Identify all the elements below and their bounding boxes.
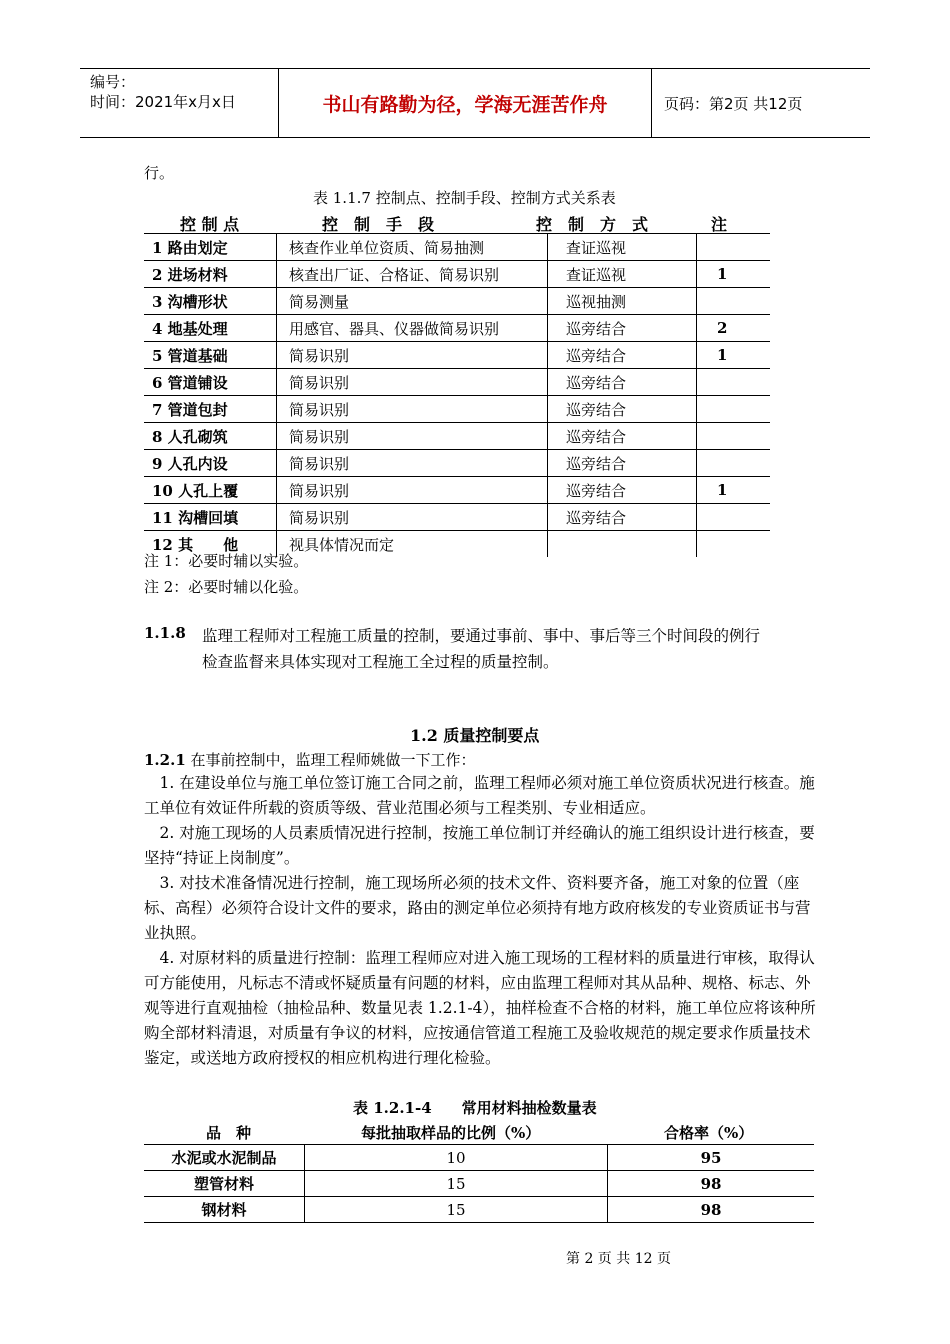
page-header [80,68,870,138]
paragraph-3: 3. 对技术准备情况进行控制，施工现场所必须的技术文件、资料要齐备，施工对象的位置（座标、高程）必须符合设计文件的要求，路由的测定单位必须持有地方政府核发的专业资质证书与营业执照。 [144,874,811,942]
table1-header-means: 控 制 手 段 [322,215,435,234]
control-means-cell: 简易识别 [277,342,548,369]
note-cell [697,288,771,315]
control-point-cell: 7 管道包封 [144,396,277,423]
control-means-cell: 核查出厂证、合格证、简易识别 [277,261,548,288]
note-cell [697,423,771,450]
note-cell [697,234,771,261]
sample-ratio-cell: 10 [305,1145,608,1171]
control-means-cell: 简易识别 [277,504,548,531]
control-method-cell: 查证巡视 [548,234,697,261]
control-point-cell: 1 路由划定 [144,234,277,261]
note-cell [697,504,771,531]
note-2: 注 2：必要时辅以化验。 [144,578,309,596]
control-point-cell: 3 沟槽形状 [144,288,277,315]
control-method-cell: 巡旁结合 [548,450,697,477]
section-title-1-2: 1.2 质量控制要点 [410,726,540,745]
control-point-cell: 9 人孔内设 [144,450,277,477]
table-row [144,423,770,450]
note-cell: 2 [697,315,771,342]
table-row [144,261,770,288]
control-method-cell: 巡旁结合 [548,396,697,423]
table-row [144,504,770,531]
intro-line: 行。 [144,164,175,182]
control-method-cell: 巡旁结合 [548,369,697,396]
note-cell: 1 [697,477,771,504]
table2-header-ratio: 每批抽取样品的比例（%） [361,1124,541,1142]
section-number-1-2-1: 1.2.1 [144,751,186,769]
control-point-cell: 10 人孔上覆 [144,477,277,504]
control-means-cell: 用感官、器具、仪器做简易识别 [277,315,548,342]
table-row [144,396,770,423]
table1-header-note: 注 [711,215,728,234]
table-row [144,1197,814,1223]
header-meta-cell [80,69,279,137]
control-point-cell: 4 地基处理 [144,315,277,342]
material-kind-cell: 水泥或水泥制品 [144,1145,305,1171]
control-method-cell: 巡旁结合 [548,342,697,369]
control-point-cell: 12 其 他 [144,531,277,558]
header-page-cell [652,69,870,137]
control-means-cell: 简易识别 [277,369,548,396]
table-row [144,369,770,396]
control-points-table [144,233,770,557]
control-means-cell: 简易测量 [277,288,548,315]
page-footer: 第 2 页 共 12 页 [566,1251,671,1267]
section-1-1-8-line1: 监理工程师对工程施工质量的控制，要通过事前、事中、事后等三个时间段的例行 [202,627,761,645]
control-means-cell: 简易识别 [277,477,548,504]
table1-caption: 表 1.1.7 控制点、控制手段、控制方式关系表 [313,189,616,207]
table-row [144,342,770,369]
material-kind-cell: 钢材料 [144,1197,305,1223]
paragraph-2: 2. 对施工现场的人员素质情况进行控制，按施工单位制订并经确认的施工组织设计进行核查，要坚持“持证上岗制度”。 [144,824,815,867]
control-means-cell: 简易识别 [277,450,548,477]
table2-header-kind: 品 种 [206,1124,252,1142]
table1-header-point: 控 制 点 [180,215,240,234]
note-cell [697,450,771,477]
control-point-cell: 8 人孔砌筑 [144,423,277,450]
table-row [144,1171,814,1197]
table-row [144,450,770,477]
table-row [144,477,770,504]
control-method-cell: 巡旁结合 [548,504,697,531]
control-method-cell: 巡旁结合 [548,315,697,342]
table-row [144,288,770,315]
control-method-cell: 巡旁结合 [548,477,697,504]
paragraph-1: 1. 在建设单位与施工单位签订施工合同之前，监理工程师必须对施工单位资质状况进行核查。施工单位有效证件所载的资质等级、营业范围必须与工程类别、专业相适应。 [144,774,815,817]
control-point-cell: 5 管道基础 [144,342,277,369]
material-kind-cell: 塑管材料 [144,1171,305,1197]
note-cell [697,531,771,558]
table-row [144,315,770,342]
paragraph-4: 4. 对原材料的质量进行控制：监理工程师应对进入施工现场的工程材料的质量进行审核，取得认可方能使用，凡标志不清或怀疑质量有问题的材料，应由监理工程师对其从品种、规格、标志、外观等进行直观抽检（抽检品种、数量见表 1.2.1-4），抽样检查不合格的材料，施工单位应将该种所购全部材料清退，对质量有争议的材料，应按通信管道工程施工及验收规范的规定要求作质量技术鉴定，或送地方政府授权的相应机构进行理化检验。 [144,949,816,1067]
control-point-cell: 6 管道铺设 [144,369,277,396]
control-method-cell: 查证巡视 [548,261,697,288]
control-point-cell: 2 进场材料 [144,261,277,288]
header-motto-cell [279,69,652,137]
doc-time-label: 时间：2021年x月x日 [90,93,236,111]
control-means-cell: 简易识别 [277,423,548,450]
control-point-cell: 11 沟槽回填 [144,504,277,531]
table2-header-rate: 合格率（%） [664,1124,754,1142]
table-row [144,1145,814,1171]
note-cell [697,396,771,423]
pass-rate-cell: 98 [608,1171,815,1197]
header-page-info: 页码：第2页 共12页 [664,94,803,113]
note-cell [697,369,771,396]
note-1: 注 1：必要时辅以实验。 [144,552,309,570]
control-method-cell [548,531,697,558]
table-row [144,234,770,261]
control-means-cell: 视具体情况而定 [277,531,548,558]
pass-rate-cell: 98 [608,1197,815,1223]
pass-rate-cell: 95 [608,1145,815,1171]
table1-header-method: 控 制 方 式 [536,215,649,234]
control-means-cell: 简易识别 [277,396,548,423]
sample-ratio-cell: 15 [305,1171,608,1197]
note-cell: 1 [697,342,771,369]
control-method-cell: 巡视抽测 [548,288,697,315]
section-1-1-8-line2: 检查监督来具体实现对工程施工全过程的质量控制。 [202,653,559,671]
material-sampling-table [144,1144,814,1223]
sample-ratio-cell: 15 [305,1197,608,1223]
section-1-2-1-intro [144,749,476,770]
motto: 书山有路勤为径，学海无涯苦作舟 [322,93,608,116]
section-1-2-1-text: 在事前控制中，监理工程师姚做一下工作： [190,751,476,769]
control-method-cell: 巡旁结合 [548,423,697,450]
doc-number-label: 编号： [90,73,136,91]
table2-caption: 表 1.2.1-4 常用材料抽检数量表 [353,1099,597,1117]
section-number-1-1-8: 1.1.8 [144,624,186,642]
control-means-cell: 核查作业单位资质、简易抽测 [277,234,548,261]
note-cell: 1 [697,261,771,288]
